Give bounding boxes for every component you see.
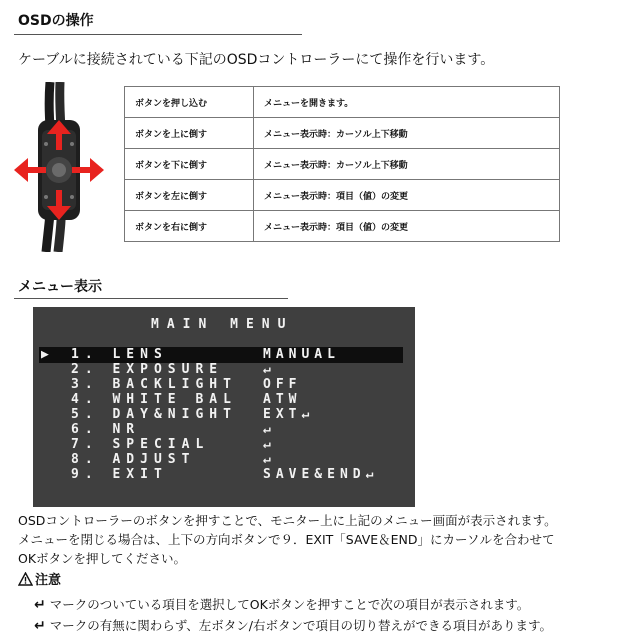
operation-action: ボタンを下に倒す bbox=[125, 149, 254, 180]
osd-item-label: 4. WHITE BAL bbox=[71, 392, 237, 407]
caution-heading bbox=[18, 569, 61, 588]
note-item bbox=[34, 616, 552, 634]
osd-item-label: 6. NR bbox=[71, 422, 141, 437]
osd-menu-item bbox=[41, 392, 421, 407]
table-row bbox=[125, 87, 560, 118]
description-line: メニューを閉じる場合は、上下の方向ボタンで９．EXIT「SAVE＆END」にカーソルを合わせて bbox=[18, 532, 555, 547]
osd-item-label: 8. ADJUST bbox=[71, 452, 196, 467]
table-row bbox=[125, 180, 560, 211]
osd-item-value: ↵ bbox=[263, 437, 276, 452]
section-divider bbox=[14, 34, 302, 35]
osd-item-label: 2. EXPOSURE bbox=[71, 362, 224, 377]
section-title-menu: メニュー表示 bbox=[18, 279, 102, 295]
caution-label: 注意 bbox=[35, 573, 62, 588]
osd-item-label: 1. LENS bbox=[71, 347, 168, 362]
osd-item-label: 5. DAY&NIGHT bbox=[71, 407, 237, 422]
osd-menu-item bbox=[41, 422, 421, 437]
operation-result: メニューを開きます。 bbox=[254, 87, 560, 118]
osd-item-value: ATW bbox=[263, 392, 302, 407]
operation-result: メニュー表示時：カーソル上下移動 bbox=[254, 118, 560, 149]
operation-action: ボタンを押し込む bbox=[125, 87, 254, 118]
osd-item-value: MANUAL bbox=[263, 347, 340, 362]
osd-item-value: ↵ bbox=[263, 452, 276, 467]
osd-item-value: ↵ bbox=[263, 422, 276, 437]
operation-action: ボタンを上に倒す bbox=[125, 118, 254, 149]
operations-table bbox=[124, 86, 560, 242]
osd-controller-illustration bbox=[12, 82, 112, 252]
operation-result: メニュー表示時：項目（値）の変更 bbox=[254, 211, 560, 242]
description-line: OKボタンを押してください。 bbox=[18, 551, 187, 566]
section-divider bbox=[14, 298, 288, 299]
osd-item-value: OFF bbox=[263, 377, 302, 392]
osd-menu-item bbox=[41, 437, 421, 452]
operation-result: メニュー表示時：カーソル上下移動 bbox=[254, 149, 560, 180]
osd-menu-title: MAIN MENU bbox=[151, 317, 294, 332]
table-row bbox=[125, 118, 560, 149]
table-row bbox=[125, 149, 560, 180]
enter-mark-icon: ↵ bbox=[34, 618, 46, 634]
osd-menu-item bbox=[41, 362, 421, 377]
osd-menu-item bbox=[41, 347, 421, 362]
osd-item-label: 3. BACKLIGHT bbox=[71, 377, 237, 392]
section-title-osd: OSDの操作 bbox=[18, 13, 94, 29]
note-item bbox=[34, 595, 529, 613]
enter-mark-icon: ↵ bbox=[34, 597, 46, 613]
osd-item-label: 9. EXIT bbox=[71, 467, 168, 482]
osd-cursor-icon: ▶ bbox=[41, 347, 49, 362]
osd-menu-item bbox=[41, 467, 421, 482]
intro-text: ケーブルに接続されている下記のOSDコントローラーにて操作を行います。 bbox=[18, 52, 495, 68]
osd-menu-item bbox=[41, 377, 421, 392]
warning-triangle-icon bbox=[18, 572, 33, 586]
osd-item-value: EXT↵ bbox=[263, 407, 315, 422]
osd-item-value: SAVE&END↵ bbox=[263, 467, 379, 482]
note-text: マークのついている項目を選択してOKボタンを押すことで次の項目が表示されます。 bbox=[49, 597, 530, 612]
osd-item-label: 7. SPECIAL bbox=[71, 437, 210, 452]
table-row bbox=[125, 211, 560, 242]
osd-menu-item bbox=[41, 407, 421, 422]
note-text: マークの有無に関わらず、左ボタン/右ボタンで項目の切り替えができる項目があります。 bbox=[49, 618, 552, 633]
operation-action: ボタンを左に倒す bbox=[125, 180, 254, 211]
operation-result: メニュー表示時：項目（値）の変更 bbox=[254, 180, 560, 211]
menu-description bbox=[18, 511, 557, 568]
osd-menu-screen bbox=[33, 307, 415, 507]
description-line: OSDコントローラーのボタンを押すことで、モニター上に上記のメニュー画面が表示されます。 bbox=[18, 513, 557, 528]
osd-item-value: ↵ bbox=[263, 362, 276, 377]
osd-menu-item bbox=[41, 452, 421, 467]
operation-action: ボタンを右に倒す bbox=[125, 211, 254, 242]
